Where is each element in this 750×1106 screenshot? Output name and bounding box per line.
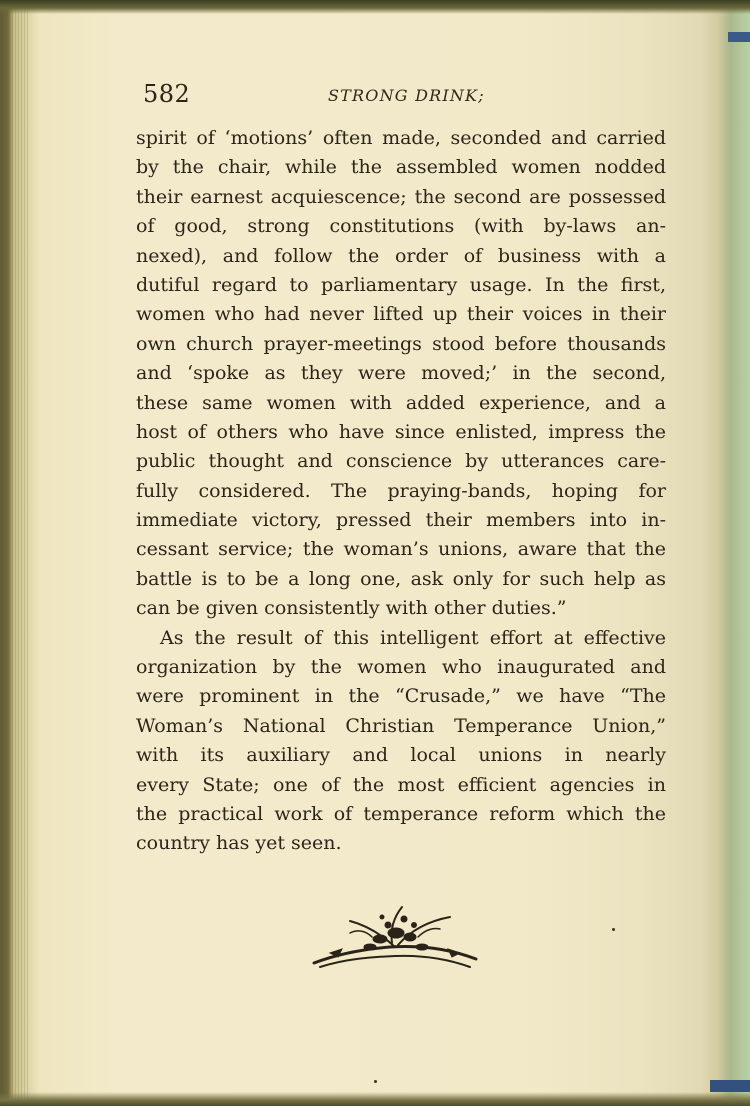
floral-tailpiece-icon <box>310 903 480 975</box>
text-line: organization by the women who inaugurated and <box>136 656 666 679</box>
text-line: these same women with added experience, and a <box>136 391 666 414</box>
text-line: every State; one of the most efficient agencies in <box>136 773 666 796</box>
body-text <box>136 124 666 859</box>
text-line: with its auxiliary and local unions in nearly <box>136 744 666 767</box>
text-line: battle is to be a long one, ask only for such help as <box>136 567 666 590</box>
text-line: Woman’s National Christian Temperance Union,” <box>136 714 666 737</box>
text-line: nexed), and follow the order of business with a <box>136 244 666 267</box>
text-line: dutiful regard to parliamentary usage. In the first, <box>136 273 666 296</box>
page-number: 582 <box>143 80 191 108</box>
bottom-edge-shadow <box>0 1092 750 1106</box>
top-edge-shadow <box>0 0 750 14</box>
text-line: of good, strong constitutions (with by-laws an- <box>136 215 666 238</box>
text-line: women who had never lifted up their voices in their <box>136 303 666 326</box>
text-line: immediate victory, pressed their members into in- <box>136 509 666 532</box>
ink-speck <box>612 928 615 931</box>
text-line: cessant service; the woman’s unions, aware that the <box>136 538 666 561</box>
text-line: spirit of ‘motions’ often made, seconded and carried <box>136 127 666 149</box>
text-line: own church prayer-meetings stood before thousands <box>136 332 666 355</box>
text-line: were prominent in the “Crusade,” we have “The <box>136 685 666 708</box>
cover-edge-top <box>728 32 750 42</box>
ink-speck <box>374 1080 377 1083</box>
text-line: can be given consistently with other duties.” <box>136 597 567 620</box>
book-spine-shadow <box>0 0 30 1106</box>
text-line: host of others who have since enlisted, impress the <box>136 420 666 443</box>
running-head: STRONG DRINK; <box>328 86 485 105</box>
text-line: public thought and conscience by utterances care- <box>136 450 666 473</box>
cover-edge-bottom <box>710 1080 750 1092</box>
text-line-paragraph-start: As the result of this intelligent effort at effective <box>160 626 666 649</box>
text-line: their earnest acquiescence; the second are possessed <box>136 185 666 208</box>
text-line: the practical work of temperance reform which the <box>136 802 666 825</box>
text-line: by the chair, while the assembled women nodded <box>136 156 666 179</box>
text-line: country has yet seen. <box>136 832 342 855</box>
text-line: and ‘spoke as they were moved;’ in the second, <box>136 362 666 385</box>
page-header <box>143 80 663 110</box>
text-line: fully considered. The praying-bands, hoping for <box>136 479 666 502</box>
